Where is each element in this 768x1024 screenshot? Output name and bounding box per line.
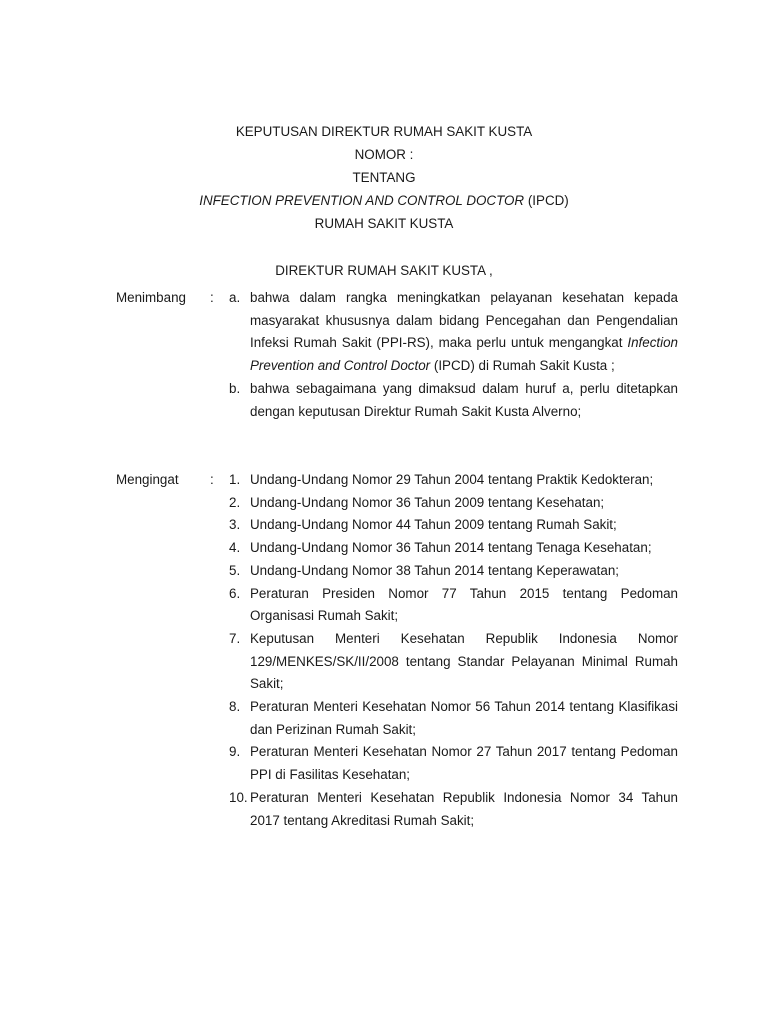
list-item bbox=[0, 560, 768, 583]
item-marker: 3. bbox=[229, 517, 241, 533]
decree-number: NOMOR : bbox=[354, 147, 414, 162]
item-text-part: (IPCD) di Rumah Sakit Kusta ; bbox=[430, 358, 615, 374]
list-item bbox=[0, 469, 768, 492]
item-text: Undang-Undang Nomor 36 Tahun 2014 tentang Tenaga Kesehatan; bbox=[250, 540, 652, 556]
item-text: bahwa sebagaimana yang dimaksud dalam huruf a, perlu ditetapkan dengan keputusan Direktur Rumah Sakit Kusta Alverno; bbox=[250, 380, 678, 419]
item-text bbox=[250, 287, 678, 378]
list-item bbox=[0, 628, 768, 696]
decree-title: KEPUTUSAN DIREKTUR RUMAH SAKIT KUSTA bbox=[235, 124, 533, 139]
section-label: Mengingat bbox=[116, 472, 179, 487]
title-block bbox=[0, 120, 768, 282]
item-text-part: bahwa dalam rangka meningkatkan pelayanan kesehatan kepada masyarakat khususnya dalam bidang Pencegahan dan Pengendalian Infeksi Rumah Sakit (PPI-RS), maka perlu untuk mengangkat bbox=[250, 290, 678, 351]
item-marker: 1. bbox=[229, 472, 241, 487]
item-text-italic: Infection Prevention and Control Doctor bbox=[250, 335, 678, 374]
item-text: Peraturan Menteri Kesehatan Republik Indonesia Nomor 34 Tahun 2017 tentang Akreditasi Rumah Sakit; bbox=[250, 789, 678, 828]
item-text: Peraturan Presiden Nomor 77 Tahun 2015 tentang Pedoman Organisasi Rumah Sakit; bbox=[250, 585, 678, 624]
mengingat-section bbox=[0, 469, 768, 832]
item-marker: 10. bbox=[229, 789, 248, 805]
section-colon: : bbox=[210, 290, 214, 305]
list-item bbox=[0, 696, 768, 741]
list-item bbox=[0, 583, 768, 628]
list-item bbox=[0, 741, 768, 786]
item-text: Undang-Undang Nomor 36 Tahun 2009 tentang Kesehatan; bbox=[250, 494, 605, 510]
item-text: Undang-Undang Nomor 44 Tahun 2009 tentang Rumah Sakit; bbox=[250, 517, 617, 533]
list-item bbox=[0, 787, 768, 832]
item-marker: 2. bbox=[229, 494, 241, 510]
decree-hospital: RUMAH SAKIT KUSTA bbox=[314, 216, 454, 231]
item-marker: 8. bbox=[229, 699, 241, 715]
list-item bbox=[0, 492, 768, 515]
list-item bbox=[0, 537, 768, 560]
item-text: Peraturan Menteri Kesehatan Nomor 56 Tahun 2014 tentang Klasifikasi dan Perizinan Rumah Sakit; bbox=[250, 699, 678, 737]
menimbang-section bbox=[0, 287, 768, 423]
list-item bbox=[0, 378, 768, 423]
item-marker: 4. bbox=[229, 540, 241, 556]
section-colon: : bbox=[210, 472, 214, 487]
decree-about: TENTANG bbox=[352, 170, 416, 185]
item-marker: 6. bbox=[229, 585, 241, 601]
decree-subject bbox=[0, 189, 768, 212]
item-text: Peraturan Menteri Kesehatan Nomor 27 Tahun 2017 tentang Pedoman PPI di Fasilitas Kesehatan; bbox=[250, 744, 678, 783]
decree-subject-italic: INFECTION PREVENTION AND CONTROL DOCTOR bbox=[199, 193, 525, 208]
item-marker: a. bbox=[229, 290, 241, 305]
item-marker: 7. bbox=[229, 630, 241, 646]
item-text: Undang-Undang Nomor 38 Tahun 2014 tentang Keperawatan; bbox=[250, 562, 620, 578]
decree-subject-abbrev: (IPCD) bbox=[524, 193, 569, 208]
list-item bbox=[0, 287, 768, 378]
item-marker: b. bbox=[229, 380, 241, 396]
director-heading: DIREKTUR RUMAH SAKIT KUSTA , bbox=[275, 263, 493, 278]
item-marker: 9. bbox=[229, 744, 241, 760]
list-item bbox=[0, 514, 768, 537]
item-text: Keputusan Menteri Kesehatan Republik Indonesia Nomor 129/MENKES/SK/II/2008 tentang Standar Pelayanan Minimal Rumah Sakit; bbox=[250, 630, 678, 692]
section-label: Menimbang bbox=[116, 290, 186, 305]
item-text: Undang-Undang Nomor 29 Tahun 2004 tentang Praktik Kedokteran; bbox=[250, 472, 654, 487]
item-marker: 5. bbox=[229, 562, 241, 578]
